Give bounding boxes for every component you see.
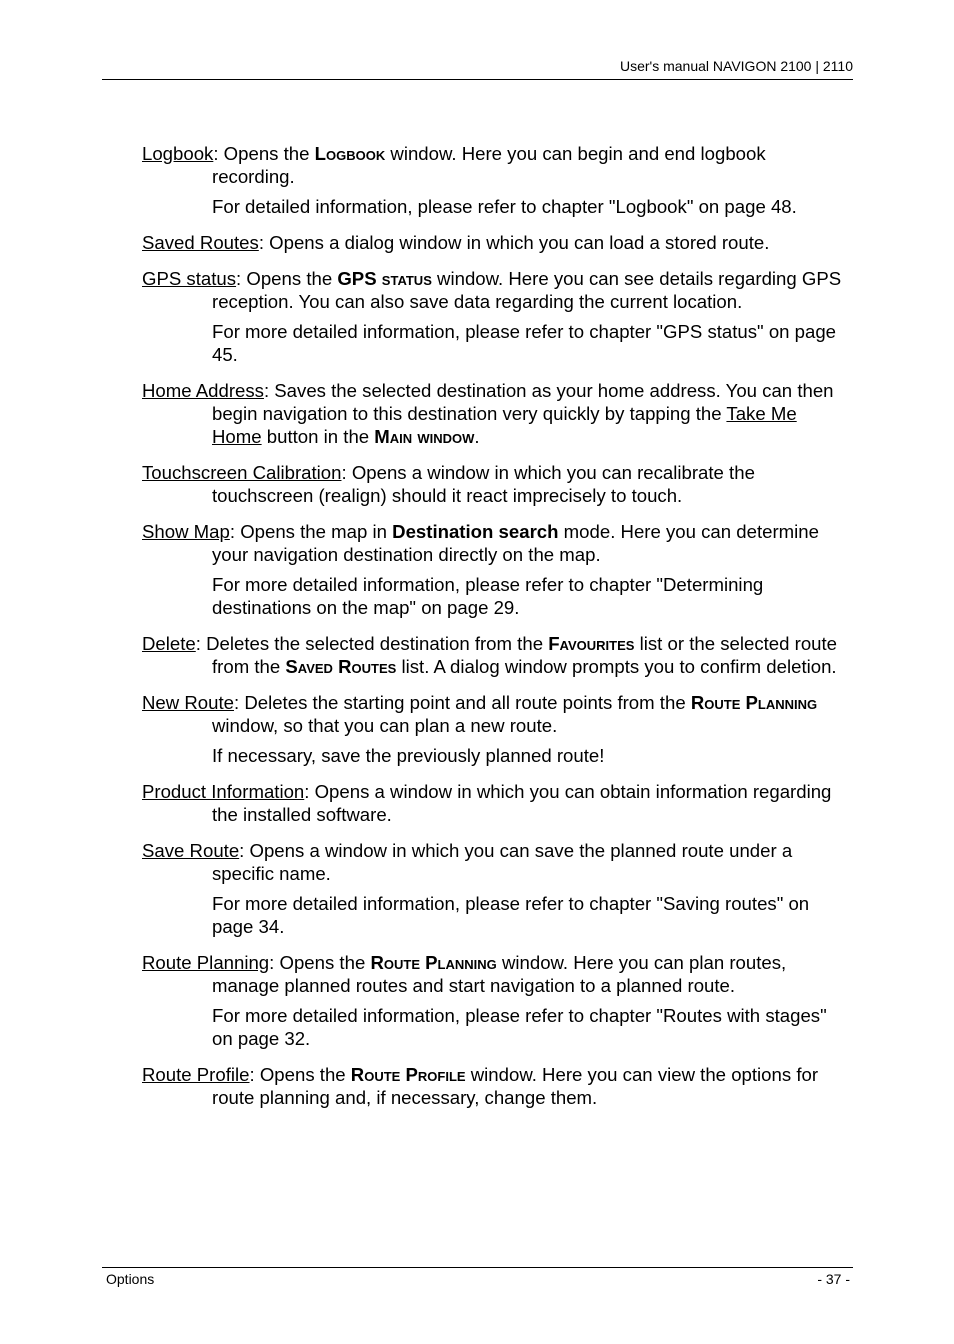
list-name: Favourites	[548, 633, 635, 654]
entry-gps-status	[142, 267, 848, 366]
window-name: Main window	[374, 426, 475, 447]
entry-note: For detailed information, please refer to chapter "Logbook" on page 48.	[212, 196, 797, 217]
entry-description: Show Map: Opens the map in Destination search mode. Here you can determine your navigation destination directly on the map.	[142, 521, 819, 565]
entry-description: Touchscreen Calibration: Opens a window in which you can recalibrate the touchscreen (realign) should it react imprecisely to touch.	[142, 462, 755, 506]
footer-divider	[102, 1267, 853, 1268]
entry-home-address	[142, 379, 848, 448]
page-number: - 37 -	[817, 1271, 850, 1287]
entry-description: Product Information: Opens a window in which you can obtain information regarding the installed software.	[142, 781, 832, 825]
term-route-profile: Route Profile	[142, 1064, 250, 1085]
entry-description: Save Route: Opens a window in which you can save the planned route under a specific name.	[142, 840, 793, 884]
window-name: status	[376, 268, 432, 289]
term-touchscreen-calibration: Touchscreen Calibration	[142, 462, 342, 483]
term-product-information: Product Information	[142, 781, 305, 802]
entry-description: Route Profile: Opens the Route Profile window. Here you can view the options for route planning and, if necessary, change them.	[142, 1064, 819, 1108]
window-name: Logbook	[314, 143, 386, 164]
entry-description: GPS status: Opens the GPS status window. Here you can see details regarding GPS reception. You can also save data regarding the current location.	[142, 268, 842, 312]
entry-new-route	[142, 691, 848, 767]
entry-show-map	[142, 520, 848, 619]
entry-description: New Route: Deletes the starting point and all route points from the Route Planning window, so that you can plan a new route.	[142, 692, 818, 736]
entry-note: For more detailed information, please refer to chapter "Saving routes" on page 34.	[212, 893, 810, 937]
entry-product-information	[142, 780, 848, 826]
entry-save-route	[142, 839, 848, 938]
entry-logbook	[142, 142, 848, 218]
entry-description: Home Address: Saves the selected destination as your home address. You can then begin navigation to this destination very quickly by tapping the Take Me Home button in the Main window.	[142, 380, 834, 447]
entry-touchscreen-calibration	[142, 461, 848, 507]
entry-description: Logbook: Opens the Logbook window. Here you can begin and end logbook recording.	[142, 143, 766, 187]
entry-description: Delete: Deletes the selected destination from the Favourites list or the selected route from the Saved Routes list. A dialog window prompts you to confirm deletion.	[142, 633, 838, 677]
term-route-planning: Route Planning	[142, 952, 270, 973]
window-name: Route Profile	[350, 1064, 466, 1085]
entry-route-planning	[142, 951, 848, 1050]
window-name: GPS	[337, 268, 377, 289]
term-new-route: New Route	[142, 692, 234, 713]
term-home-address: Home Address	[142, 380, 264, 401]
term-delete: Delete	[142, 633, 196, 654]
window-name: Route Planning	[370, 952, 497, 973]
term-gps-status: GPS status	[142, 268, 237, 289]
take-me-home-reference: Take Me Home	[212, 403, 797, 447]
entry-note: For more detailed information, please refer to chapter "GPS status" on page 45.	[212, 321, 837, 365]
footer-section: Options	[106, 1271, 155, 1287]
entry-note: For more detailed information, please refer to chapter "Routes with stages" on page 32.	[212, 1005, 827, 1049]
entry-description: Saved Routes: Opens a dialog window in which you can load a stored route.	[142, 232, 770, 253]
term-show-map: Show Map	[142, 521, 230, 542]
entry-note: For more detailed information, please refer to chapter "Determining destinations on the map" on page 29.	[212, 574, 764, 618]
options-list	[142, 142, 848, 1122]
header-divider	[102, 79, 853, 80]
list-name: Saved Routes	[285, 656, 397, 677]
term-save-route: Save Route	[142, 840, 240, 861]
mode-name: Destination search	[392, 521, 559, 542]
entry-delete	[142, 632, 848, 678]
term-saved-routes: Saved Routes	[142, 232, 259, 253]
page-header: User's manual NAVIGON 2100 | 2110	[619, 58, 853, 74]
entry-route-profile	[142, 1063, 848, 1109]
window-name: Route Planning	[690, 692, 818, 713]
entry-saved-routes	[142, 231, 848, 254]
term-logbook: Logbook	[142, 143, 214, 164]
entry-note: If necessary, save the previously planned route!	[212, 745, 605, 766]
entry-description: Route Planning: Opens the Route Planning window. Here you can plan routes, manage planned routes and start navigation to a planned route.	[142, 952, 787, 996]
